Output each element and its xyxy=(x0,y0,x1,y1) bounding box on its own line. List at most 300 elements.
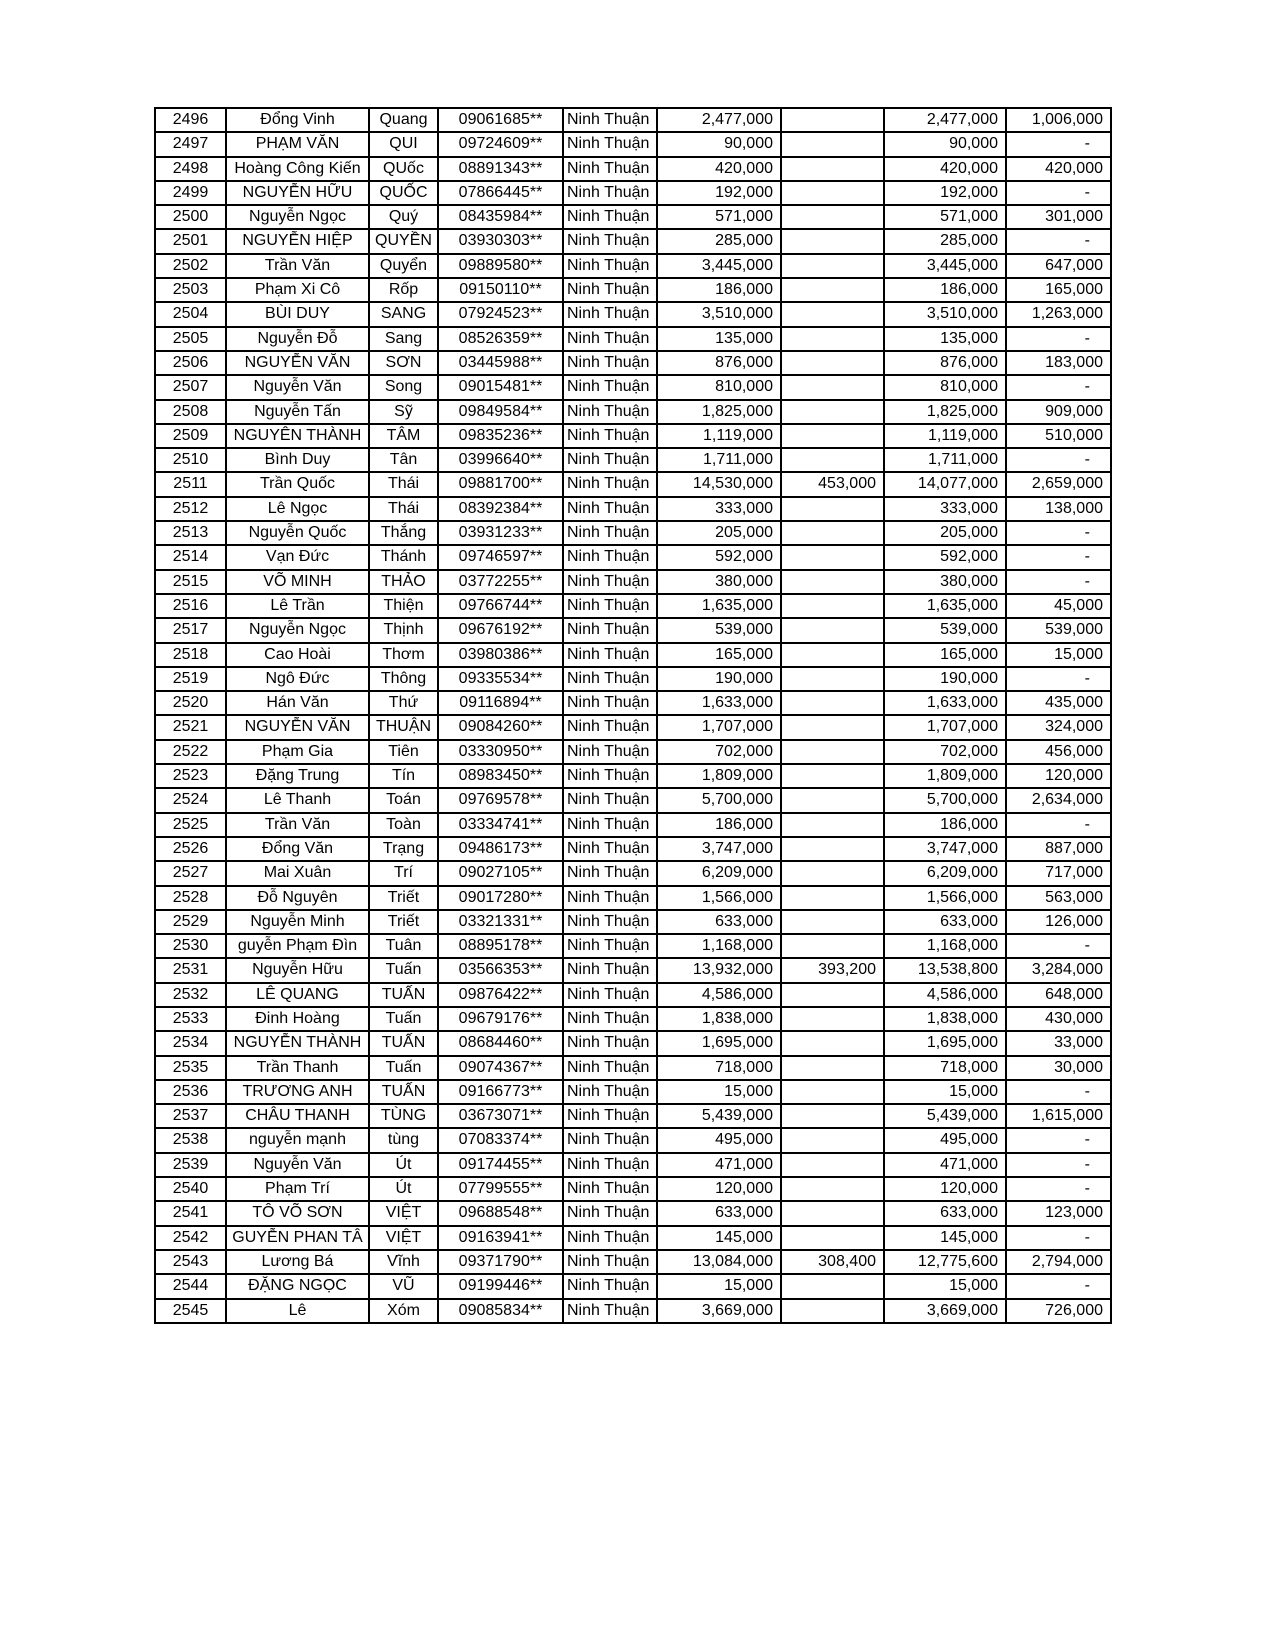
cell-first-name: Thắng xyxy=(369,521,438,545)
cell-province: Ninh Thuận xyxy=(563,108,657,132)
cell-amount-1: 876,000 xyxy=(657,351,781,375)
cell-first-name: Trạng xyxy=(369,837,438,861)
cell-first-name: Quý xyxy=(369,205,438,229)
cell-province: Ninh Thuận xyxy=(563,132,657,156)
cell-amount-1: 120,000 xyxy=(657,1177,781,1201)
cell-phone: 03930303** xyxy=(438,229,563,253)
cell-province: Ninh Thuận xyxy=(563,254,657,278)
cell-amount-2 xyxy=(781,1031,884,1055)
cell-amount-1: 6,209,000 xyxy=(657,861,781,885)
cell-province: Ninh Thuận xyxy=(563,302,657,326)
cell-phone: 09061685** xyxy=(438,108,563,132)
cell-amount-4: 539,000 xyxy=(1006,618,1111,642)
cell-province: Ninh Thuận xyxy=(563,448,657,472)
cell-amount-4: 420,000 xyxy=(1006,157,1111,181)
cell-amount-1: 471,000 xyxy=(657,1153,781,1177)
cell-amount-3: 471,000 xyxy=(884,1153,1006,1177)
table-row xyxy=(155,497,1111,521)
cell-amount-4: 2,794,000 xyxy=(1006,1250,1111,1274)
cell-province: Ninh Thuận xyxy=(563,1104,657,1128)
cell-amount-4: - xyxy=(1006,327,1111,351)
cell-province: Ninh Thuận xyxy=(563,958,657,982)
cell-phone: 09724609** xyxy=(438,132,563,156)
cell-name: Trần Quốc xyxy=(226,472,369,496)
cell-phone: 03931233** xyxy=(438,521,563,545)
cell-index: 2528 xyxy=(155,886,226,910)
cell-province: Ninh Thuận xyxy=(563,1007,657,1031)
cell-amount-2 xyxy=(781,861,884,885)
cell-name: PHẠM VĂN xyxy=(226,132,369,156)
cell-amount-3: 205,000 xyxy=(884,521,1006,545)
cell-amount-4: - xyxy=(1006,1177,1111,1201)
cell-amount-3: 1,168,000 xyxy=(884,934,1006,958)
cell-amount-2 xyxy=(781,1080,884,1104)
cell-amount-3: 633,000 xyxy=(884,1201,1006,1225)
cell-province: Ninh Thuận xyxy=(563,375,657,399)
cell-index: 2527 xyxy=(155,861,226,885)
cell-amount-4: 456,000 xyxy=(1006,740,1111,764)
cell-amount-3: 1,711,000 xyxy=(884,448,1006,472)
cell-name: Trần Thanh xyxy=(226,1056,369,1080)
cell-amount-1: 571,000 xyxy=(657,205,781,229)
table-row xyxy=(155,545,1111,569)
cell-province: Ninh Thuận xyxy=(563,1056,657,1080)
cell-phone: 03772255** xyxy=(438,570,563,594)
cell-name: NGUYỄN VĂN xyxy=(226,351,369,375)
cell-province: Ninh Thuận xyxy=(563,788,657,812)
cell-amount-3: 571,000 xyxy=(884,205,1006,229)
cell-index: 2538 xyxy=(155,1128,226,1152)
table-row xyxy=(155,400,1111,424)
table-row xyxy=(155,1201,1111,1225)
cell-amount-1: 1,119,000 xyxy=(657,424,781,448)
cell-name: Mai Xuân xyxy=(226,861,369,885)
cell-amount-3: 1,119,000 xyxy=(884,424,1006,448)
cell-amount-2 xyxy=(781,1153,884,1177)
cell-amount-2 xyxy=(781,934,884,958)
cell-name: Đổng Vinh xyxy=(226,108,369,132)
cell-first-name: QUốc xyxy=(369,157,438,181)
cell-amount-2 xyxy=(781,181,884,205)
cell-index: 2523 xyxy=(155,764,226,788)
cell-phone: 03566353** xyxy=(438,958,563,982)
cell-index: 2522 xyxy=(155,740,226,764)
table-row xyxy=(155,424,1111,448)
cell-index: 2535 xyxy=(155,1056,226,1080)
cell-phone: 03334741** xyxy=(438,813,563,837)
cell-name: Lê Trần xyxy=(226,594,369,618)
cell-amount-2 xyxy=(781,302,884,326)
table-row xyxy=(155,1226,1111,1250)
cell-province: Ninh Thuận xyxy=(563,400,657,424)
cell-phone: 08983450** xyxy=(438,764,563,788)
cell-province: Ninh Thuận xyxy=(563,497,657,521)
cell-amount-4: 126,000 xyxy=(1006,910,1111,934)
cell-amount-4: 33,000 xyxy=(1006,1031,1111,1055)
table-row xyxy=(155,861,1111,885)
cell-index: 2533 xyxy=(155,1007,226,1031)
cell-phone: 09017280** xyxy=(438,886,563,910)
cell-amount-4: 1,006,000 xyxy=(1006,108,1111,132)
cell-province: Ninh Thuận xyxy=(563,813,657,837)
cell-amount-1: 13,932,000 xyxy=(657,958,781,982)
cell-amount-1: 3,510,000 xyxy=(657,302,781,326)
cell-index: 2519 xyxy=(155,667,226,691)
cell-amount-3: 1,566,000 xyxy=(884,886,1006,910)
table-row xyxy=(155,764,1111,788)
cell-name: Trần Văn xyxy=(226,254,369,278)
table-row xyxy=(155,1128,1111,1152)
cell-province: Ninh Thuận xyxy=(563,472,657,496)
cell-amount-3: 285,000 xyxy=(884,229,1006,253)
table-row xyxy=(155,788,1111,812)
cell-province: Ninh Thuận xyxy=(563,229,657,253)
cell-index: 2525 xyxy=(155,813,226,837)
cell-amount-2 xyxy=(781,400,884,424)
table-row xyxy=(155,813,1111,837)
cell-index: 2532 xyxy=(155,983,226,1007)
cell-amount-3: 165,000 xyxy=(884,643,1006,667)
cell-first-name: SANG xyxy=(369,302,438,326)
cell-first-name: Thịnh xyxy=(369,618,438,642)
cell-name: Lê xyxy=(226,1299,369,1323)
cell-amount-1: 1,838,000 xyxy=(657,1007,781,1031)
cell-amount-3: 495,000 xyxy=(884,1128,1006,1152)
cell-index: 2545 xyxy=(155,1299,226,1323)
cell-amount-2 xyxy=(781,278,884,302)
cell-first-name: QUI xyxy=(369,132,438,156)
cell-amount-2 xyxy=(781,1128,884,1152)
cell-name: Bình Duy xyxy=(226,448,369,472)
cell-amount-1: 3,747,000 xyxy=(657,837,781,861)
cell-index: 2536 xyxy=(155,1080,226,1104)
cell-amount-2 xyxy=(781,1056,884,1080)
cell-index: 2500 xyxy=(155,205,226,229)
cell-amount-2 xyxy=(781,813,884,837)
table-row xyxy=(155,691,1111,715)
cell-amount-2: 453,000 xyxy=(781,472,884,496)
cell-index: 2515 xyxy=(155,570,226,594)
cell-province: Ninh Thuận xyxy=(563,1299,657,1323)
cell-amount-4: - xyxy=(1006,132,1111,156)
cell-amount-4: - xyxy=(1006,813,1111,837)
cell-name: Phạm Gia xyxy=(226,740,369,764)
cell-amount-1: 285,000 xyxy=(657,229,781,253)
table-row xyxy=(155,715,1111,739)
cell-index: 2541 xyxy=(155,1201,226,1225)
cell-amount-3: 13,538,800 xyxy=(884,958,1006,982)
cell-phone: 08891343** xyxy=(438,157,563,181)
cell-first-name: Song xyxy=(369,375,438,399)
table-row xyxy=(155,910,1111,934)
cell-name: Nguyễn Hữu xyxy=(226,958,369,982)
table-row xyxy=(155,1177,1111,1201)
cell-index: 2516 xyxy=(155,594,226,618)
cell-province: Ninh Thuận xyxy=(563,740,657,764)
cell-province: Ninh Thuận xyxy=(563,934,657,958)
cell-amount-3: 15,000 xyxy=(884,1080,1006,1104)
cell-amount-2 xyxy=(781,837,884,861)
cell-amount-3: 702,000 xyxy=(884,740,1006,764)
cell-first-name: Toán xyxy=(369,788,438,812)
cell-first-name: Út xyxy=(369,1177,438,1201)
cell-amount-4: 909,000 xyxy=(1006,400,1111,424)
table-row xyxy=(155,1056,1111,1080)
cell-first-name: Thái xyxy=(369,472,438,496)
cell-amount-4: 45,000 xyxy=(1006,594,1111,618)
cell-phone: 03673071** xyxy=(438,1104,563,1128)
cell-phone: 07799555** xyxy=(438,1177,563,1201)
cell-province: Ninh Thuận xyxy=(563,424,657,448)
cell-first-name: Toàn xyxy=(369,813,438,837)
cell-first-name: Tuấn xyxy=(369,1056,438,1080)
table-row xyxy=(155,958,1111,982)
table-row xyxy=(155,1299,1111,1323)
cell-amount-4: 123,000 xyxy=(1006,1201,1111,1225)
cell-amount-3: 2,477,000 xyxy=(884,108,1006,132)
cell-phone: 09486173** xyxy=(438,837,563,861)
cell-amount-2 xyxy=(781,886,884,910)
cell-phone: 09084260** xyxy=(438,715,563,739)
cell-amount-2 xyxy=(781,448,884,472)
cell-amount-3: 12,775,600 xyxy=(884,1250,1006,1274)
table-row xyxy=(155,740,1111,764)
cell-amount-3: 3,669,000 xyxy=(884,1299,1006,1323)
cell-phone: 03996640** xyxy=(438,448,563,472)
cell-amount-1: 718,000 xyxy=(657,1056,781,1080)
cell-phone: 08895178** xyxy=(438,934,563,958)
cell-amount-1: 810,000 xyxy=(657,375,781,399)
cell-province: Ninh Thuận xyxy=(563,327,657,351)
table-row xyxy=(155,1153,1111,1177)
cell-phone: 08526359** xyxy=(438,327,563,351)
cell-index: 2511 xyxy=(155,472,226,496)
cell-name: ĐẶNG NGỌC xyxy=(226,1274,369,1298)
cell-amount-1: 15,000 xyxy=(657,1274,781,1298)
cell-index: 2542 xyxy=(155,1226,226,1250)
cell-index: 2496 xyxy=(155,108,226,132)
cell-amount-3: 192,000 xyxy=(884,181,1006,205)
cell-phone: 09085834** xyxy=(438,1299,563,1323)
cell-phone: 09746597** xyxy=(438,545,563,569)
cell-amount-1: 90,000 xyxy=(657,132,781,156)
table-row xyxy=(155,570,1111,594)
cell-amount-1: 1,566,000 xyxy=(657,886,781,910)
cell-amount-4: 717,000 xyxy=(1006,861,1111,885)
cell-amount-3: 1,707,000 xyxy=(884,715,1006,739)
cell-index: 2508 xyxy=(155,400,226,424)
cell-amount-2 xyxy=(781,983,884,1007)
cell-first-name: VIỆT xyxy=(369,1226,438,1250)
table-row xyxy=(155,278,1111,302)
cell-amount-1: 633,000 xyxy=(657,1201,781,1225)
cell-phone: 09074367** xyxy=(438,1056,563,1080)
cell-index: 2501 xyxy=(155,229,226,253)
table-row xyxy=(155,837,1111,861)
cell-name: Trần Văn xyxy=(226,813,369,837)
cell-amount-3: 876,000 xyxy=(884,351,1006,375)
cell-phone: 03321331** xyxy=(438,910,563,934)
cell-amount-2 xyxy=(781,229,884,253)
cell-amount-1: 165,000 xyxy=(657,643,781,667)
cell-index: 2509 xyxy=(155,424,226,448)
cell-amount-3: 186,000 xyxy=(884,278,1006,302)
cell-index: 2534 xyxy=(155,1031,226,1055)
cell-province: Ninh Thuận xyxy=(563,570,657,594)
cell-phone: 09849584** xyxy=(438,400,563,424)
cell-amount-3: 539,000 xyxy=(884,618,1006,642)
cell-name: Đặng Trung xyxy=(226,764,369,788)
table-row xyxy=(155,302,1111,326)
cell-amount-1: 145,000 xyxy=(657,1226,781,1250)
cell-name: TÔ VÕ SƠN xyxy=(226,1201,369,1225)
cell-amount-4: 138,000 xyxy=(1006,497,1111,521)
cell-phone: 09335534** xyxy=(438,667,563,691)
cell-province: Ninh Thuận xyxy=(563,643,657,667)
cell-first-name: Tân xyxy=(369,448,438,472)
cell-amount-1: 1,633,000 xyxy=(657,691,781,715)
cell-index: 2505 xyxy=(155,327,226,351)
cell-name: Hán Văn xyxy=(226,691,369,715)
cell-province: Ninh Thuận xyxy=(563,764,657,788)
cell-amount-1: 495,000 xyxy=(657,1128,781,1152)
cell-index: 2521 xyxy=(155,715,226,739)
cell-amount-2: 393,200 xyxy=(781,958,884,982)
cell-amount-2 xyxy=(781,618,884,642)
cell-index: 2503 xyxy=(155,278,226,302)
cell-index: 2498 xyxy=(155,157,226,181)
cell-first-name: Tuân xyxy=(369,934,438,958)
cell-name: Nguyễn Văn xyxy=(226,1153,369,1177)
cell-index: 2513 xyxy=(155,521,226,545)
cell-phone: 09769578** xyxy=(438,788,563,812)
cell-index: 2524 xyxy=(155,788,226,812)
cell-phone: 03445988** xyxy=(438,351,563,375)
cell-amount-2 xyxy=(781,157,884,181)
cell-first-name: TÙNG xyxy=(369,1104,438,1128)
cell-first-name: Tuấn xyxy=(369,1007,438,1031)
cell-amount-2 xyxy=(781,1226,884,1250)
cell-index: 2540 xyxy=(155,1177,226,1201)
cell-amount-4: - xyxy=(1006,1274,1111,1298)
cell-first-name: Tín xyxy=(369,764,438,788)
cell-index: 2512 xyxy=(155,497,226,521)
cell-amount-4: - xyxy=(1006,1128,1111,1152)
cell-index: 2510 xyxy=(155,448,226,472)
cell-amount-1: 592,000 xyxy=(657,545,781,569)
cell-province: Ninh Thuận xyxy=(563,1201,657,1225)
cell-phone: 09766744** xyxy=(438,594,563,618)
cell-name: Cao Hoài xyxy=(226,643,369,667)
cell-phone: 09679176** xyxy=(438,1007,563,1031)
cell-amount-1: 1,825,000 xyxy=(657,400,781,424)
cell-amount-1: 1,168,000 xyxy=(657,934,781,958)
cell-phone: 09876422** xyxy=(438,983,563,1007)
cell-phone: 09166773** xyxy=(438,1080,563,1104)
cell-province: Ninh Thuận xyxy=(563,715,657,739)
cell-amount-3: 633,000 xyxy=(884,910,1006,934)
cell-amount-1: 192,000 xyxy=(657,181,781,205)
cell-first-name: TÂM xyxy=(369,424,438,448)
table-row xyxy=(155,254,1111,278)
cell-name: Đinh Hoàng xyxy=(226,1007,369,1031)
cell-amount-3: 420,000 xyxy=(884,157,1006,181)
cell-name: nguyễn mạnh xyxy=(226,1128,369,1152)
table-row xyxy=(155,1007,1111,1031)
cell-amount-3: 1,695,000 xyxy=(884,1031,1006,1055)
cell-province: Ninh Thuận xyxy=(563,1153,657,1177)
cell-province: Ninh Thuận xyxy=(563,910,657,934)
cell-first-name: VIỆT xyxy=(369,1201,438,1225)
table-row xyxy=(155,327,1111,351)
cell-name: Phạm Xi Cô xyxy=(226,278,369,302)
cell-name: NGUYỄN THÀNH xyxy=(226,1031,369,1055)
cell-name: guyễn Phạm Đìn xyxy=(226,934,369,958)
cell-amount-2 xyxy=(781,1299,884,1323)
cell-name: Hoàng Công Kiến xyxy=(226,157,369,181)
cell-index: 2517 xyxy=(155,618,226,642)
cell-phone: 09116894** xyxy=(438,691,563,715)
cell-phone: 08392384** xyxy=(438,497,563,521)
cell-name: GUYỄN PHAN TÂ xyxy=(226,1226,369,1250)
cell-first-name: TUẤN xyxy=(369,1031,438,1055)
cell-amount-2 xyxy=(781,667,884,691)
cell-amount-3: 1,635,000 xyxy=(884,594,1006,618)
cell-first-name: Út xyxy=(369,1153,438,1177)
cell-amount-3: 592,000 xyxy=(884,545,1006,569)
table-row xyxy=(155,886,1111,910)
cell-province: Ninh Thuận xyxy=(563,351,657,375)
cell-amount-4: - xyxy=(1006,375,1111,399)
cell-amount-3: 810,000 xyxy=(884,375,1006,399)
cell-phone: 09676192** xyxy=(438,618,563,642)
cell-amount-4: - xyxy=(1006,545,1111,569)
cell-amount-4: 435,000 xyxy=(1006,691,1111,715)
cell-first-name: Thiện xyxy=(369,594,438,618)
cell-amount-1: 3,669,000 xyxy=(657,1299,781,1323)
cell-name: TRƯƠNG ANH xyxy=(226,1080,369,1104)
cell-first-name: Tuấn xyxy=(369,958,438,982)
cell-amount-3: 1,633,000 xyxy=(884,691,1006,715)
cell-amount-4: - xyxy=(1006,521,1111,545)
table-row xyxy=(155,1250,1111,1274)
cell-first-name: THẢO xyxy=(369,570,438,594)
cell-amount-3: 3,510,000 xyxy=(884,302,1006,326)
cell-phone: 03330950** xyxy=(438,740,563,764)
cell-amount-1: 14,530,000 xyxy=(657,472,781,496)
cell-amount-1: 1,635,000 xyxy=(657,594,781,618)
cell-index: 2518 xyxy=(155,643,226,667)
cell-amount-4: 1,263,000 xyxy=(1006,302,1111,326)
cell-phone: 09015481** xyxy=(438,375,563,399)
cell-amount-3: 90,000 xyxy=(884,132,1006,156)
cell-amount-2 xyxy=(781,108,884,132)
cell-amount-1: 1,809,000 xyxy=(657,764,781,788)
cell-amount-2: 308,400 xyxy=(781,1250,884,1274)
cell-province: Ninh Thuận xyxy=(563,691,657,715)
cell-name: Nguyễn Đỗ xyxy=(226,327,369,351)
cell-amount-1: 205,000 xyxy=(657,521,781,545)
cell-amount-1: 2,477,000 xyxy=(657,108,781,132)
cell-phone: 09174455** xyxy=(438,1153,563,1177)
cell-name: Nguyễn Minh xyxy=(226,910,369,934)
cell-phone: 07924523** xyxy=(438,302,563,326)
cell-phone: 09150110** xyxy=(438,278,563,302)
cell-name: Nguyễn Ngọc xyxy=(226,205,369,229)
cell-first-name: Quang xyxy=(369,108,438,132)
cell-amount-4: - xyxy=(1006,181,1111,205)
cell-amount-2 xyxy=(781,594,884,618)
